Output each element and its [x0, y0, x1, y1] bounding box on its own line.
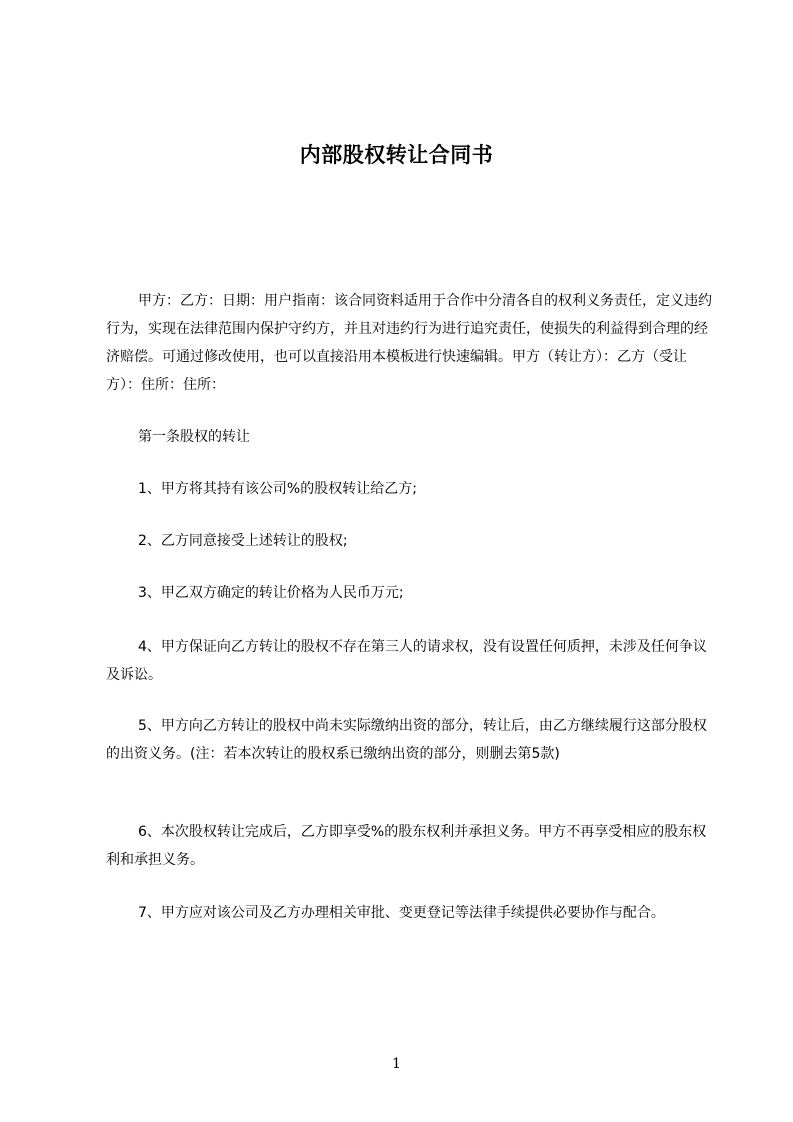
intro-paragraph: 甲方：乙方：日期：用户指南：该合同资料适用于合作中分清各自的权利义务责任，定义违约行为，实现在法律范围内保护守约方，并且对违约行为进行追究责任，使损失的利益得到合理的经济赔偿。可通过修改使用，也可以直接沿用本模板进行快速编辑。甲方（转让方）：乙方（受让方）：住所：住所：	[106, 293, 712, 393]
clause-3: 3、甲乙双方确定的转让价格为人民币万元;	[138, 585, 404, 601]
page-title: 内部股权转让合同书	[299, 143, 494, 167]
clause-7: 7、甲方应对该公司及乙方办理相关审批、变更登记等法律手续提供必要协作与配合。	[138, 905, 665, 921]
page-number: 1	[392, 1056, 401, 1072]
clause-1: 1、甲方将其持有该公司%的股权转让给乙方;	[138, 481, 417, 497]
section-heading: 第一条股权的转让	[138, 429, 250, 445]
clause-5: 5、甲方向乙方转让的股权中尚未实际缴纳出资的部分，转让后，由乙方继续履行这部分股权的出资义务。(注：若本次转让的股权系已缴纳出资的部分，则删去第5款)	[106, 718, 707, 762]
clause-2: 2、乙方同意接受上述转让的股权;	[138, 533, 348, 549]
clause-4: 4、甲方保证向乙方转让的股权不存在第三人的请求权，没有设置任何质押，未涉及任何争议及诉讼。	[106, 639, 707, 683]
clause-6: 6、本次股权转让完成后，乙方即享受%的股东权利并承担义务。甲方不再享受相应的股东权利和承担义务。	[106, 824, 707, 868]
